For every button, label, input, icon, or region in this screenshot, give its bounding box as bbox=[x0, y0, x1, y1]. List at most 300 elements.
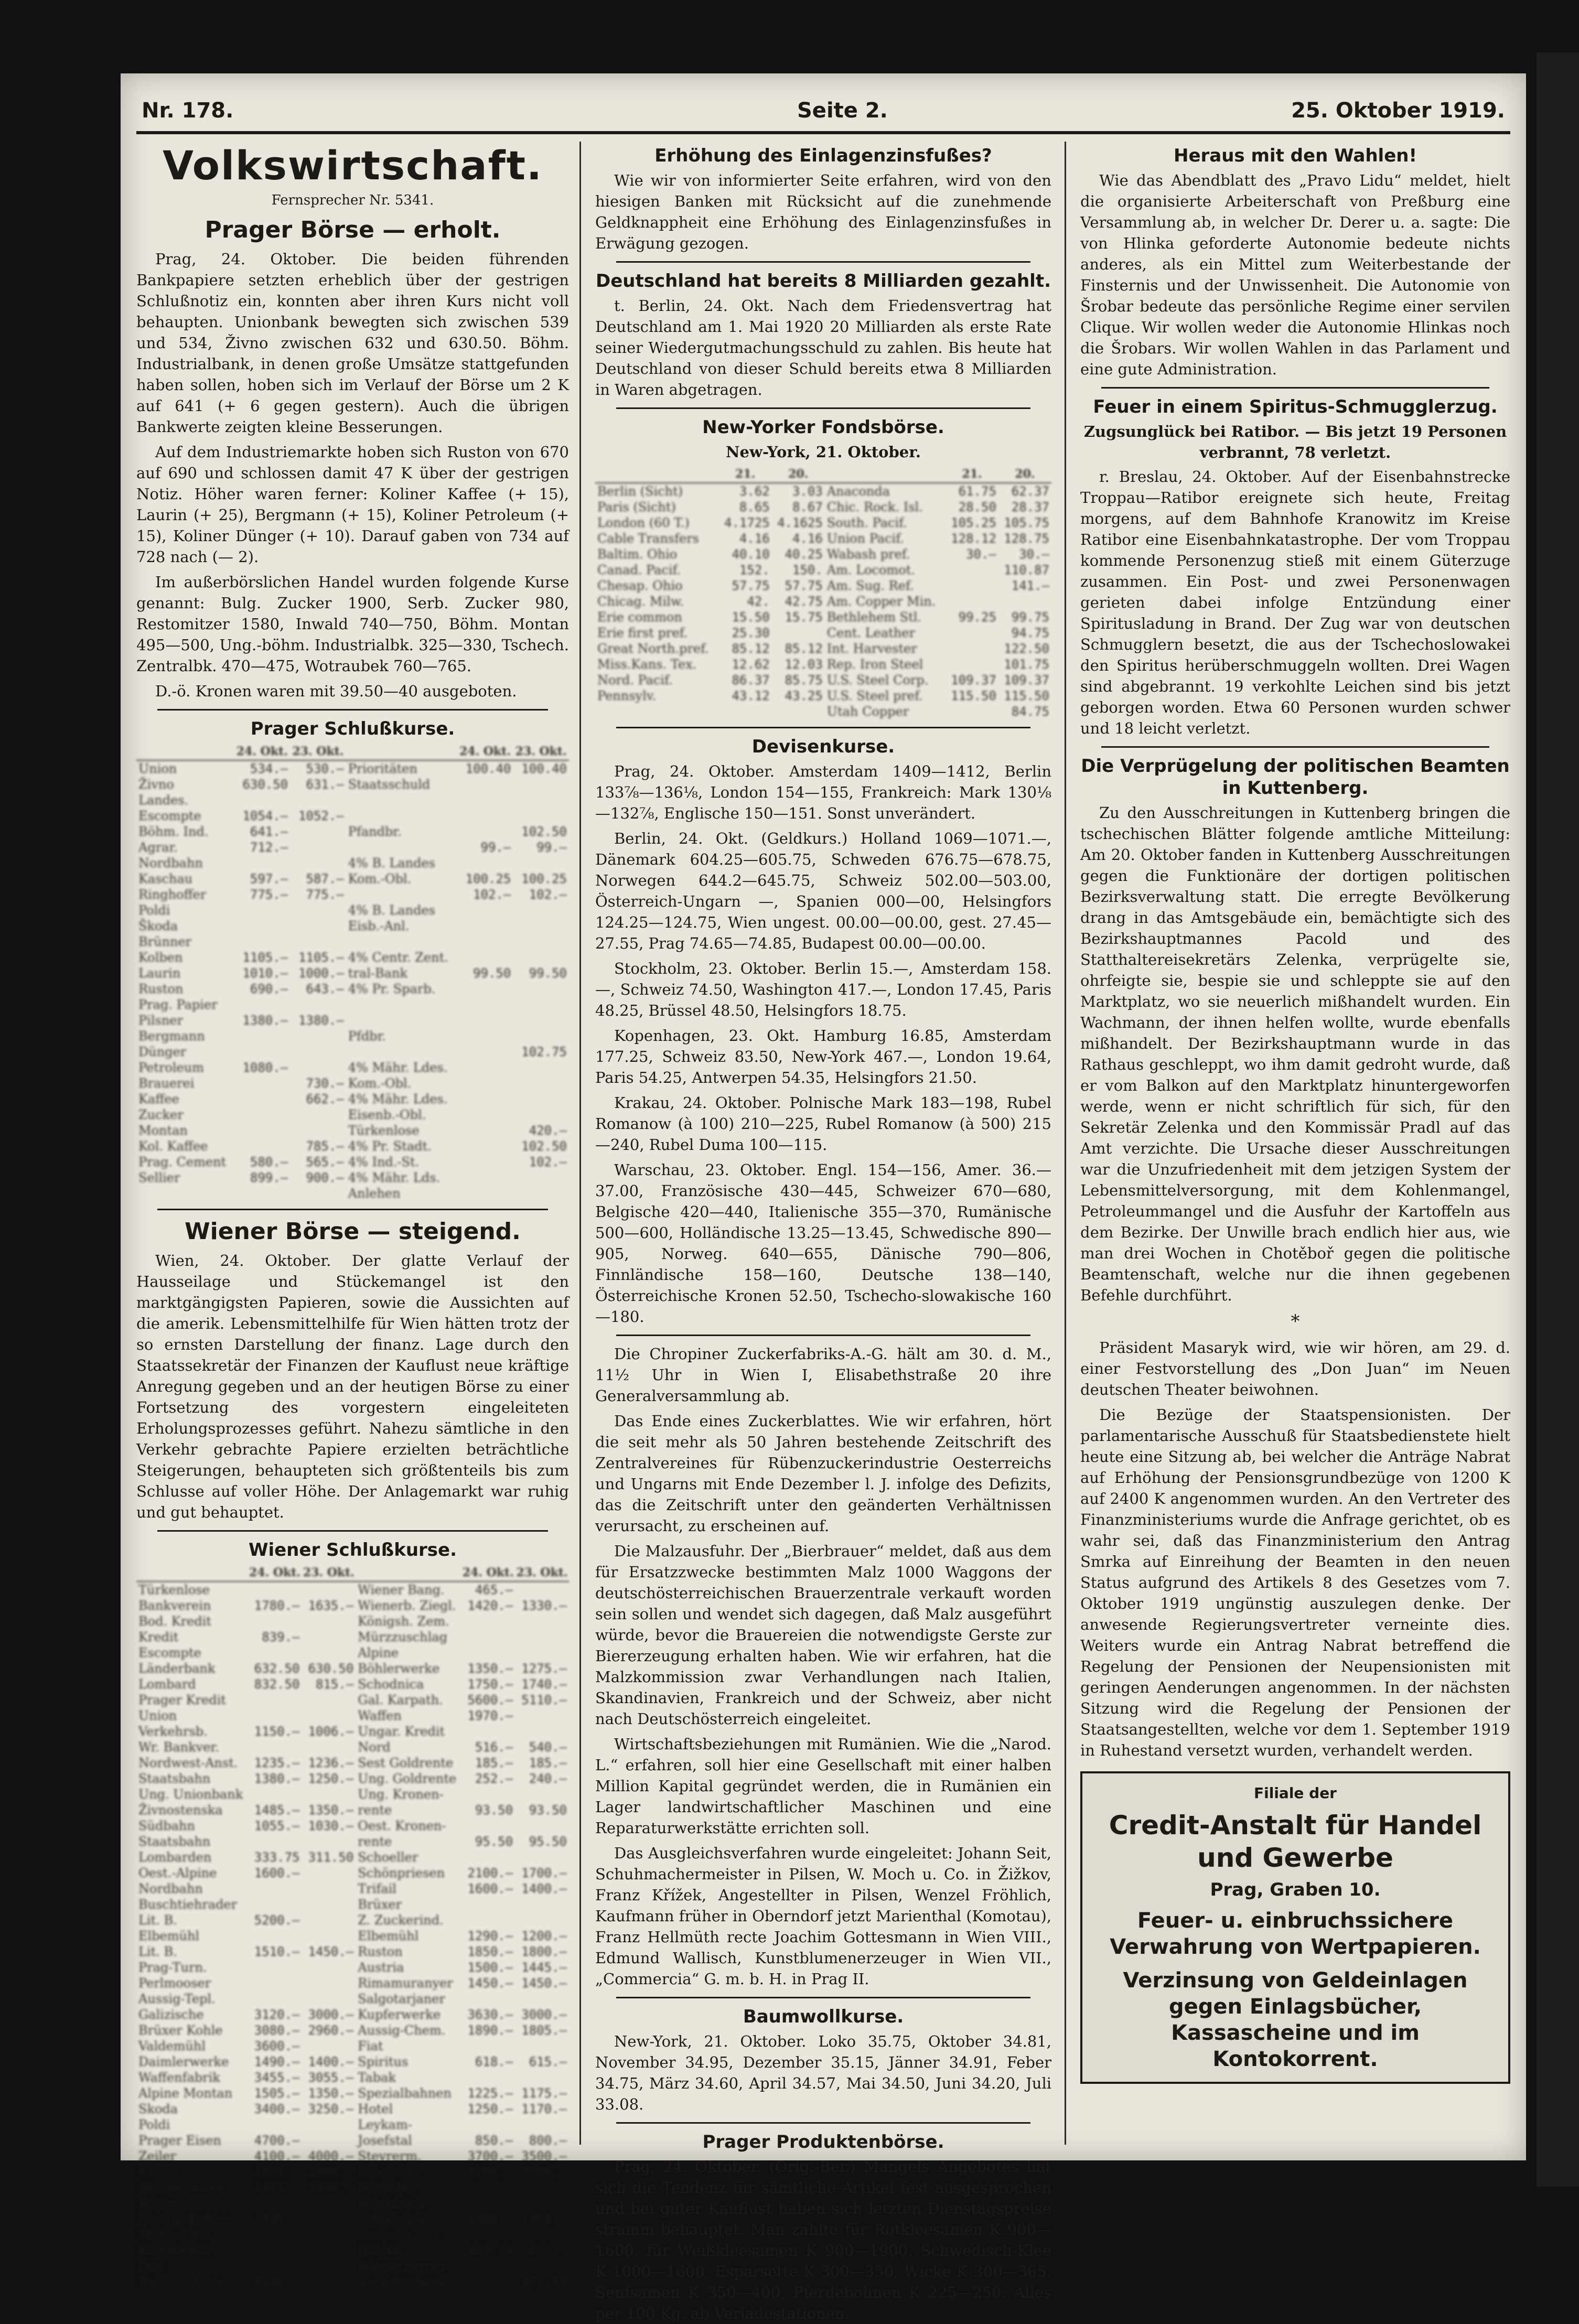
table-cell: 8.67 bbox=[792, 500, 823, 514]
table-cell: 1350.— bbox=[308, 2086, 354, 2101]
table-cell bbox=[234, 792, 291, 808]
table-row bbox=[136, 1975, 569, 1991]
table-cell bbox=[302, 1928, 356, 1944]
table-cell: 1800.— bbox=[521, 1944, 567, 1959]
table-cell: 3700.— bbox=[467, 2149, 513, 2164]
table-cell bbox=[513, 997, 569, 1013]
table-cell: 3250.— bbox=[308, 2102, 354, 2116]
table-cell: Escompte bbox=[138, 1645, 201, 1660]
table-cell: Mannesmann bbox=[138, 2180, 225, 2195]
table-cell: 1635.— bbox=[308, 1598, 354, 1613]
table-cell bbox=[515, 1581, 569, 1598]
table-cell: 839.— bbox=[262, 1630, 300, 1644]
table-cell bbox=[513, 1075, 569, 1091]
table-cell: 1080.— bbox=[242, 1060, 288, 1075]
table-cell: 185.— bbox=[529, 1756, 567, 1770]
table-cell: Sellier bbox=[138, 1170, 180, 1185]
table-cell bbox=[513, 777, 569, 792]
article-paragraph: Präsident Masaryk wird, wie wir hören, am 29. d. einer Festvorstellung des „Don Juan“ im Neuen deutschen Theater beiwohnen. bbox=[1080, 1339, 1510, 1398]
table-cell: 690.— bbox=[250, 982, 288, 996]
table-row bbox=[136, 1834, 569, 1849]
table-cell: 643.— bbox=[306, 982, 344, 996]
table-row bbox=[136, 792, 569, 808]
page-header bbox=[136, 84, 1510, 134]
table-cell: Anlehen bbox=[348, 1186, 401, 1201]
table-cell: 141.— bbox=[1011, 578, 1049, 593]
table-cell: 1350.— bbox=[467, 1661, 513, 1676]
table-cell bbox=[234, 1186, 291, 1201]
table-row bbox=[136, 1028, 569, 1044]
table-cell bbox=[515, 1613, 569, 1629]
table-cell: Int. Harvester bbox=[826, 641, 917, 656]
table-cell: 57.75 bbox=[732, 578, 770, 593]
table-row bbox=[595, 499, 1051, 515]
table-cell bbox=[302, 2258, 356, 2274]
table-cell: 333.75 bbox=[254, 1850, 300, 1865]
table-cell: Baltim. Ohio bbox=[597, 547, 678, 562]
table-cell: 4.16 bbox=[739, 531, 770, 546]
table-cell bbox=[515, 1897, 569, 1912]
table-cell: 128.75 bbox=[1004, 531, 1049, 546]
table-cell: 240.— bbox=[529, 1771, 567, 1786]
table-cell: 94.75 bbox=[1011, 626, 1049, 640]
table-cell: 105.25 bbox=[951, 515, 996, 530]
table-row bbox=[136, 777, 569, 792]
table-cell: 6100.— bbox=[254, 2275, 300, 2289]
table-cell: 4% Pr. Stadt. bbox=[348, 1139, 432, 1154]
article-paragraph: Die Malzausfuhr. Der „Bierbrauer“ meldet, daß aus dem für Ersatzzwecke bestimmten Malz 1000 Waggons der deutschösterreichischen Brauerzentrale verkauft worden sein sollen und wendet sich dagegen, daß Malz ausgeführt würde, bevor die Brauereien die notwendigste Gerste zur Biererzeugung erhalten haben. Wie wir erfahren, hat die Malzkommission zwar Verhandlungen nach Italien, Skandinavien, Frankreich und der Schweiz, aber nicht nach Deutschösterreich eingeleitet. bbox=[595, 1542, 1051, 1728]
table-cell bbox=[457, 1107, 513, 1123]
article-paragraph: D.-ö. Kronen waren mit 39.50—40 ausgeboten. bbox=[155, 682, 517, 700]
table-cell bbox=[461, 1818, 515, 1834]
table-cell: South. Pacif. bbox=[826, 515, 907, 530]
article-paragraph: Warschau, 23. Oktober. Engl. 154—156, Amer. 36.—37.00, Französische 430—445, Schweizer 670—680, Belgische 420—440, Italienische 355—370, Rumänische 500—600, Holländische 13.25—13.45, Schwedische 890—905, Norweg. 640—655, Dänische 790—806, Finnländische 158—160, Deutsche 138—140, Österreichische Kronen 52.50, Tschecho-slowakische 160—180. bbox=[595, 1161, 1051, 1326]
table-cell bbox=[346, 808, 457, 824]
table-cell: 109.37 bbox=[1004, 673, 1049, 687]
article-paragraph: Prag, 24. Oktober. Die beiden führenden Bankpapiere setzten erheblich über der gestrigen Schlußnotiz ein, konnten aber ihren Kurs nicht voll behaupten. Unionbank bewegten sich zwischen 539 und 534, Živno zwischen 632 und 630.50. Böhm. Industrialbank, in denen große Umsätze stattgefunden haben sollen, hoben sich im Verlauf der Börse um 2 K auf 641 (+ 6 gegen gestern). Auch die übrigen Bankwerte zeigten kleine Besserungen. bbox=[136, 250, 569, 436]
newspaper-page bbox=[121, 73, 1526, 2322]
table-cell: 630.50 bbox=[242, 777, 288, 792]
table-cell: Ungar. Kredit bbox=[358, 1724, 445, 1739]
table-row bbox=[136, 1107, 569, 1123]
table-cell: Cent. Leather bbox=[826, 626, 915, 640]
table-cell: 669.75 bbox=[467, 2243, 513, 2258]
table-cell: Dux bbox=[138, 2259, 164, 2274]
table-cell bbox=[302, 1834, 356, 1849]
table-row bbox=[136, 2038, 569, 2054]
table-cell: 1850.— bbox=[467, 1944, 513, 1959]
table-cell bbox=[302, 2133, 356, 2148]
table-cell: 675.— bbox=[529, 2243, 567, 2258]
table-cell: Kol. Kaffee bbox=[138, 1139, 208, 1154]
column-right bbox=[1080, 142, 1510, 2145]
table-cell: 1105.— bbox=[242, 950, 288, 965]
table-cell bbox=[515, 1645, 569, 1661]
table-cell: 1970.— bbox=[467, 1708, 513, 1723]
table-cell bbox=[513, 1091, 569, 1107]
headline-new-york: New-Yorker Fondsbörse. bbox=[702, 417, 944, 438]
table-cell: 587.— bbox=[306, 872, 344, 886]
table-cell: Montan bbox=[138, 1123, 188, 1138]
table-cell: 1380.— bbox=[242, 1013, 288, 1028]
table-cell bbox=[290, 1028, 346, 1044]
table-cell: rente bbox=[358, 1834, 392, 1849]
table-cell bbox=[513, 934, 569, 950]
table-cell: 12.03 bbox=[785, 657, 823, 672]
table-cell: 900.— bbox=[306, 1170, 344, 1185]
table-row bbox=[136, 1170, 569, 1186]
table-cell: Wiener Bang. bbox=[358, 1583, 445, 1597]
table-cell: 100.40 bbox=[465, 761, 511, 776]
table-cell: Poldi bbox=[138, 2117, 170, 2132]
divider bbox=[616, 727, 1030, 728]
table-cell: 615.— bbox=[529, 2054, 567, 2069]
table-cell bbox=[302, 1991, 356, 2007]
table-cell: Wr. Bankver. bbox=[138, 1740, 219, 1755]
table-cell bbox=[302, 2196, 356, 2211]
table-row bbox=[595, 688, 1051, 704]
table-row bbox=[136, 1629, 569, 1645]
table-cell: 5200.— bbox=[254, 1913, 300, 1928]
table-cell bbox=[248, 1960, 302, 1975]
table-cell: 4.1725 bbox=[724, 515, 770, 530]
table-cell: 3080.— bbox=[254, 2023, 300, 2038]
table-cell: 102.75 bbox=[521, 1045, 567, 1059]
table-cell: Lombarden bbox=[138, 1850, 212, 1865]
article-paragraph: Das Ausgleichsverfahren wurde eingeleitet: Johann Seit, Schuhmachermeister in Pilsen, W. Moch u. Co. in Žižkov, Franz Křížek, Angestellter in Pilsen, Wenzel Fröhlich, Kaufmann früher in Oberndorf jetzt Marienthal (Komotau), Franz Hellmüth recte Joachim Gottesmann in Wien VIII., Edmund Wallisch, Kunstblumenerzeuger in Wien VII., „Commercia“ G. m. b. H. in Prag II. bbox=[595, 1844, 1051, 1988]
table-row bbox=[136, 1755, 569, 1771]
table-row bbox=[595, 515, 1051, 531]
table-row bbox=[136, 2227, 569, 2243]
bank-advertisement bbox=[1080, 1771, 1510, 2084]
table-cell: Kaffee bbox=[138, 1092, 179, 1106]
table-cell: Rep. Iron Steel bbox=[826, 657, 923, 672]
table-cell: 3000.— bbox=[521, 2007, 567, 2022]
table-row bbox=[595, 562, 1051, 578]
table-cell bbox=[290, 902, 346, 918]
table-cell: Kolben bbox=[138, 950, 183, 965]
table-cell bbox=[248, 1897, 302, 1912]
column-rule bbox=[579, 142, 581, 2145]
table-cell: Schönpriesen bbox=[358, 1866, 445, 1880]
table-cell: 15.50 bbox=[732, 610, 770, 625]
table-cell bbox=[515, 1629, 569, 1645]
table-cell: 516.— bbox=[475, 1740, 513, 1755]
article-paragraph: Wien, 24. Oktober. Der glatte Verlauf der Hausseilage und Stückemangel ist den marktgängigsten Papieren, sowie die Aussichten auf die amerik. Lebensmittelhilfe für Wien hätten trotz der so ernsten Darstellung der finanz. Lage durch den Staatssekretär der Finanzen der Kauflust neue kräftige Anregung gegeben und an der heutigen Börse zu einer Fortsetzung des vorgestern eingeleiteten Erholungsprozesses geführt. Nahezu sämtliche in den Verkehr gebrachte Papiere erzielten beträchtliche Steigerungen, behaupteten sich größtenteils bis zum Schlusse auf voller Höhe. Der Anlagemarkt war ruhig und gut behauptet. bbox=[136, 1252, 569, 1521]
table-row bbox=[136, 760, 569, 777]
table-cell bbox=[946, 562, 998, 578]
table-cell bbox=[290, 792, 346, 808]
table-cell: Daimlerwerke bbox=[138, 2054, 229, 2069]
table-cell: 1473.— bbox=[254, 2180, 300, 2195]
table-cell bbox=[515, 2117, 569, 2133]
table-row bbox=[136, 2101, 569, 2117]
table-cell: Nord. Pacif. bbox=[597, 673, 673, 687]
table-cell: 4000.— bbox=[308, 2149, 354, 2164]
table-cell: 102.50 bbox=[521, 1139, 567, 1154]
table-cell: Steyrerm. bbox=[358, 2149, 422, 2164]
table-cell bbox=[290, 997, 346, 1013]
table-row bbox=[136, 2164, 569, 2180]
table-row bbox=[595, 641, 1051, 657]
table-cell: 128.12 bbox=[951, 531, 996, 546]
table-cell: Ruston bbox=[138, 982, 184, 996]
table-cell bbox=[457, 1186, 513, 1201]
table-cell: Wienerberger bbox=[358, 2259, 447, 2274]
table-cell: Živnostenska bbox=[138, 1803, 223, 1817]
table-cell: 3500.— bbox=[521, 2165, 567, 2179]
table-row bbox=[595, 594, 1051, 609]
table-cell: Ringhoffer bbox=[138, 887, 207, 902]
table-cell bbox=[290, 824, 346, 840]
table-row bbox=[136, 1708, 569, 1724]
headline-elections: Heraus mit den Wahlen! bbox=[1174, 145, 1417, 166]
table-cell: Waffenfabrik bbox=[138, 2070, 220, 2085]
table-cell bbox=[302, 1960, 356, 1975]
table-cell: Nordbahn bbox=[138, 856, 203, 870]
table-cell: Miss.Kans. Tex. bbox=[597, 657, 697, 672]
table-row bbox=[136, 1849, 569, 1865]
ad-text: Verzinsung von Geldeinlagen gegen Einlagsbücher, Kassascheine und im Kontokorrent. bbox=[1123, 1968, 1468, 2071]
table-cell bbox=[302, 1975, 356, 1991]
headline-subtitle: Zugsunglück bei Ratibor. — Bis jetzt 19 Personen verbrannt, 78 verletzt. bbox=[1083, 423, 1507, 461]
table-cell bbox=[461, 1897, 515, 1912]
table-cell: Nordwest-Anst. bbox=[138, 1756, 238, 1770]
table-cell: Galizische bbox=[138, 2007, 204, 2022]
table-cell: 1600.— bbox=[467, 1881, 513, 1896]
table-row bbox=[136, 981, 569, 997]
article-paragraph: Zu den Ausschreitungen in Kuttenberg bringen die tschechischen Blätter folgende amtliche Mitteilung: Am 20. Oktober fanden in Kuttenberg Ausschreitungen gegen die Funktionäre der dortigen politischen Bezirksverwaltung statt. Die erregte Bevölkerung drang in das Amtsgebäude ein, bemächtigte sich des Bezirkshauptmannes Pacold und des Statthaltereisekretärs Zelenka, verprügelte sie, ohrfeigte sie, bespie sie und schleppte sie auf den Marktplatz, wo sie neuerlich mißhandelt wurden. Ein Wachmann, der ihnen helfen wollte, wurde ebenfalls mißhandelt. Der Bezirkshauptmann wurde in das Rathaus geschleppt, wo ihm damit gedroht wurde, daß er vom Balkon auf den Marktplatz hinuntergeworfen werde, wenn er nicht schriftlich für sich, für den Sekretär Zelenka und den Kommissär Pradl auf das Amt verzichte. Die Ursache dieser Ausschreitungen war die Unzufriedenheit mit dem jetzigen System der Lebensmittelversorgung, mit dem Kohlenmangel, Petroleummangel und die Ausfuhr der Kartoffeln aus dem Bezirke. Der Unwille brach endlich hier aus, wie man drei Wochen in Chotěboř gegen die politische Beamtenschaft, welche nur die ihnen gegebenen Befehle durchführt. bbox=[1080, 804, 1510, 1304]
table-cell: Cable Transfers bbox=[597, 531, 699, 546]
table-cell: Oest. Kronen- bbox=[358, 1819, 446, 1833]
table-cell: 99.— bbox=[536, 840, 567, 855]
table-cell: 1170.— bbox=[521, 2102, 567, 2116]
table-cell: 102.50 bbox=[521, 824, 567, 839]
table-cell: 4% B. Landes bbox=[348, 903, 435, 918]
table-cell bbox=[461, 1912, 515, 1928]
table-cell: Great North.pref. bbox=[597, 641, 709, 656]
table-cell bbox=[248, 2117, 302, 2133]
table-cell: 100.25 bbox=[465, 872, 511, 886]
table-cell: 85.12 bbox=[732, 641, 770, 656]
table-cell: 630.50 bbox=[308, 1661, 354, 1676]
divider bbox=[157, 1209, 548, 1210]
table-row bbox=[595, 625, 1051, 641]
table-cell bbox=[515, 1818, 569, 1834]
table-cell: 775.— bbox=[306, 887, 344, 902]
table-cell bbox=[302, 2117, 356, 2133]
table-cell bbox=[234, 1028, 291, 1044]
article-paragraph: Krakau, 24. Oktober. Polnische Mark 183—198, Rubel Romanow (à 100) 210—225, Rubel Romanow (à 500) 215—240, Rubel Duma 100—115. bbox=[595, 1094, 1051, 1154]
table-row bbox=[136, 1123, 569, 1138]
divider bbox=[616, 1335, 1030, 1336]
table-cell bbox=[515, 1849, 569, 1865]
table-cell: 1010.— bbox=[242, 966, 288, 981]
ad-address: Prag, Graben 10. bbox=[1210, 1879, 1381, 1900]
table-cell: Poldi bbox=[138, 903, 170, 918]
table-row bbox=[136, 1739, 569, 1755]
table-row bbox=[136, 1186, 569, 1201]
table-cell: Agrar. bbox=[138, 840, 178, 855]
table-cell bbox=[248, 1787, 302, 1802]
table-cell: 1510.— bbox=[254, 1944, 300, 1959]
table-header bbox=[595, 466, 719, 483]
table-cell: Schodnica bbox=[358, 1677, 424, 1692]
table-cell: Staatsbahn bbox=[138, 1771, 211, 1786]
table-cell: Ruston bbox=[358, 1944, 403, 1959]
table-row bbox=[136, 1613, 569, 1629]
issue-number: Nr. 178. bbox=[142, 99, 234, 123]
table-cell bbox=[302, 1897, 356, 1912]
divider bbox=[1101, 746, 1489, 748]
table-cell: Eisenb.-Obl. bbox=[348, 1107, 426, 1122]
table-cell bbox=[461, 1724, 515, 1739]
table-cell: 3120.— bbox=[254, 2007, 300, 2022]
divider bbox=[616, 1997, 1030, 1998]
table-cell bbox=[772, 704, 825, 719]
table-cell: 540.— bbox=[529, 1740, 567, 1755]
table-cell bbox=[513, 1028, 569, 1044]
table-cell: Spezialbahnen bbox=[358, 2086, 452, 2101]
table-row bbox=[136, 2007, 569, 2022]
table-cell: 1450.— bbox=[308, 1944, 354, 1959]
table-cell: 252.— bbox=[475, 1771, 513, 1786]
table-cell: 5110.— bbox=[521, 1693, 567, 1707]
table-cell: 4.1625 bbox=[777, 515, 823, 530]
table-row bbox=[136, 1013, 569, 1028]
table-cell bbox=[457, 1060, 513, 1075]
table-cell bbox=[515, 2180, 569, 2196]
table-cell bbox=[248, 1708, 302, 1724]
table-cell: Lombard bbox=[138, 1677, 196, 1692]
section-title: Volkswirtschaft. bbox=[163, 142, 543, 189]
table-cell: 100.40 bbox=[521, 761, 567, 776]
article-paragraph: Wie das Abendblatt des „Pravo Lidu“ meldet, hielt die organisierte Arbeiterschaft von Preßburg eine Versammlung ab, in welcher Dr. Derer u. a. sagte: Die von Hlinka geforderte Autonomie bedeute nichts anderes, als ein Mittel zum Weiterbestande der Finsternis und der Unwissenheit. Die Autonomie von Šrobar bedeute das persönliche Regime einer servilen Clique. Wir wollen weder die Autonomie Hlinkas noch die Šrobars. Wir wollen Wahlen in das Parlament und eine gute Administration. bbox=[1080, 171, 1510, 378]
table-cell: 110.87 bbox=[1004, 563, 1049, 577]
table-cell: 2960.— bbox=[308, 2023, 354, 2038]
table-cell: 115.50 bbox=[1004, 688, 1049, 703]
table-cell: 1400.— bbox=[521, 1881, 567, 1896]
table-cell: 61.75 bbox=[958, 484, 996, 499]
table-cell bbox=[461, 2227, 515, 2243]
table-cell bbox=[461, 2274, 515, 2290]
table-cell bbox=[457, 808, 513, 824]
table-cell bbox=[302, 2274, 356, 2290]
table-cell: Kredit bbox=[138, 1630, 179, 1644]
table-cell: Ung. Kronen- bbox=[358, 1787, 444, 1802]
table-cell: Prag. Papier bbox=[138, 997, 218, 1012]
table-cell: Kom.-Obl. bbox=[348, 1076, 412, 1091]
table-cell: Ung. Unionbank bbox=[138, 1787, 243, 1802]
table-cell: Schodnica bbox=[358, 2196, 424, 2211]
table-cell: 99.50 bbox=[473, 966, 511, 981]
section-star: * bbox=[1291, 1311, 1300, 1332]
table-cell bbox=[457, 902, 513, 918]
ad-title: Credit-Anstalt für Handel und Gewerbe bbox=[1109, 1810, 1482, 1873]
table-cell: 4% Pr. Sparb. bbox=[348, 982, 436, 996]
table-cell: 1750.— bbox=[467, 1677, 513, 1692]
table-cell: Škoda bbox=[138, 919, 178, 933]
table-cell: Prioritäten bbox=[348, 761, 417, 776]
table-row bbox=[136, 1581, 569, 1598]
table-cell: Ung. Goldrente bbox=[358, 1771, 457, 1786]
table-cell: 632.50 bbox=[254, 1661, 300, 1676]
table-cell: 28.37 bbox=[1011, 500, 1049, 514]
table-row bbox=[136, 1960, 569, 1975]
table-cell: 712.— bbox=[250, 840, 288, 855]
table-cell: Union Pacif. bbox=[826, 531, 904, 546]
article-paragraph: Das Ende eines Zuckerblattes. Wie wir erfahren, hört die seit mehr als 50 Jahren bestehende Zeitschrift des Zentralvereines für Rübenzuckerindustrie Oesterreichs und Ungarns mit Ende Dezember l. J. infolge des Defizits, das die Zeitschrift unter den geänderten Verhältnissen verursacht, zu erscheinen auf. bbox=[595, 1412, 1051, 1535]
table-cell: 8.65 bbox=[739, 500, 770, 514]
table-row bbox=[136, 840, 569, 855]
article-paragraph: Prag, 24. Oktober. (Orig.-Ber.) Mangels Angebotes hat sich die Tendenz für sämtliche Artikel fest ausgesprochen und bei guter Kauflust haben sich letzten Dienstagspreise stramm behauptet. Man zahlte für Rotkleesamen K 900—1600, für Weißkleesamen K 900—1900, Schwedisch-Klee K 1000—1600, Esparsette K 300—350, Wicke K 300—365, Senfsamen K 350—400, Pferdebohnen K 225—250. Alles per 100 Kg. ab Verladestationen. bbox=[595, 2158, 1051, 2322]
table-cell: Lit. B. bbox=[138, 1944, 177, 1959]
headline-prague-closing: Prager Schlußkurse. bbox=[250, 718, 455, 739]
table-cell bbox=[946, 578, 998, 594]
table-cell bbox=[302, 1645, 356, 1661]
table-cell: Schodnica bbox=[358, 2212, 424, 2226]
table-cell bbox=[772, 625, 825, 641]
table-cell bbox=[248, 1991, 302, 2007]
divider bbox=[157, 709, 548, 711]
table-cell: Schoeller bbox=[358, 1850, 418, 1865]
table-cell: 1380.— bbox=[254, 1771, 300, 1786]
table-cell: 122.50 bbox=[1004, 641, 1049, 656]
table-row bbox=[136, 2070, 569, 2085]
table-cell: 93.50 bbox=[475, 1803, 513, 1817]
table-row bbox=[136, 2258, 569, 2274]
table-cell bbox=[515, 1991, 569, 2007]
table-cell: 100.25 bbox=[521, 872, 567, 886]
table-row bbox=[136, 1154, 569, 1170]
table-cell: 3700.— bbox=[467, 2165, 513, 2179]
table-cell: Lit. B. bbox=[138, 1913, 177, 1928]
table-cell bbox=[302, 1881, 356, 1897]
article-paragraph: t. Berlin, 24. Okt. Nach dem Friedensvertrag hat Deutschland am 1. Mai 1920 20 Milliarden als erste Rate seiner Wiedergutmachungsschuld zu zahlen. Bis heute hat Deutschland von dieser Schuld bereits etwa 8 Milliarden in Waren abgetragen. bbox=[595, 297, 1051, 399]
table-cell: 3400.— bbox=[254, 2102, 300, 2116]
table-row bbox=[136, 950, 569, 965]
table-cell: 15.75 bbox=[785, 610, 823, 625]
table-cell: Salgotarjaner bbox=[358, 1992, 445, 2006]
table-cell bbox=[461, 2070, 515, 2085]
ad-label: Filiale der bbox=[1254, 1784, 1337, 1802]
table-cell bbox=[457, 950, 513, 965]
table-cell: 1700.— bbox=[521, 1866, 567, 1880]
table-cell: Austria bbox=[358, 1960, 404, 1975]
table-row bbox=[136, 902, 569, 918]
table-row bbox=[136, 1060, 569, 1075]
table-cell bbox=[513, 902, 569, 918]
table-cell bbox=[302, 2038, 356, 2054]
table-cell: 1290.— bbox=[467, 1929, 513, 1943]
article-paragraph: Wirtschaftsbeziehungen mit Rumänien. Wie die „Narod. L.“ erfahren, soll hier eine Gesellschaft mit einer halben Million Kapital gegründet werden, die in Rumänien ein Lager landwirtschaftlicher Maschinen und eine Reparaturwerkstätte errichten soll. bbox=[595, 1735, 1051, 1837]
table-cell: Nordbahn bbox=[138, 1881, 203, 1896]
table-cell bbox=[457, 1154, 513, 1170]
article-paragraph: Im außerbörslichen Handel wurden folgende Kurse genannt: Bulg. Zucker 1900, Serb. Zucker 980, Restomitzer 1580, Inwald 740—750, Böhm. Montan 495—500, Ung.-böhm. Industrialbk. 325—330, Tschech. Zentralbk. 470—475, Wotraubek 760—765. bbox=[136, 573, 569, 675]
table-cell bbox=[234, 1123, 291, 1138]
table-cell bbox=[457, 1028, 513, 1044]
headline-vienna-exchange: Wiener Börse — steigend. bbox=[185, 1218, 521, 1245]
headline-interest: Erhöhung des Einlagenzinsfußes? bbox=[654, 145, 992, 166]
table-cell: 4% Mähr. Lds. bbox=[348, 1170, 441, 1185]
table-cell bbox=[234, 902, 291, 918]
table-cell bbox=[234, 918, 291, 934]
headline-currency: Devisenkurse. bbox=[751, 736, 895, 757]
article-paragraph: r. Breslau, 24. Oktober. Auf der Eisenbahnstrecke Troppau—Ratibor ereignete sich heute, Freitag morgens, auf dem Bahnhofe Kranowitz im Kreise Ratibor eine Eisenbahnkatastrophe. Der vom Troppau kommende Personenzug stieß mit einem Güterzuge zusammen. Ein Post- und zwei Personenwagen gerieten dabei infolge Entzündung einer Spiritusladung in Brand. Der Zug war von deutschen Schmugglern besetzt, die aus der Tschechoslowakei den Spiritus herüberschmuggeln wollten. Drei Wagen sind abgebrannt. 19 verkohlte Leichen sind bis jetzt geborgen worden. Etwa 60 Personen wurden schwer und 18 leicht verletzt. bbox=[1080, 468, 1510, 737]
table-row bbox=[136, 2054, 569, 2070]
table-row bbox=[136, 1771, 569, 1787]
table-cell: Laurin bbox=[138, 966, 181, 981]
